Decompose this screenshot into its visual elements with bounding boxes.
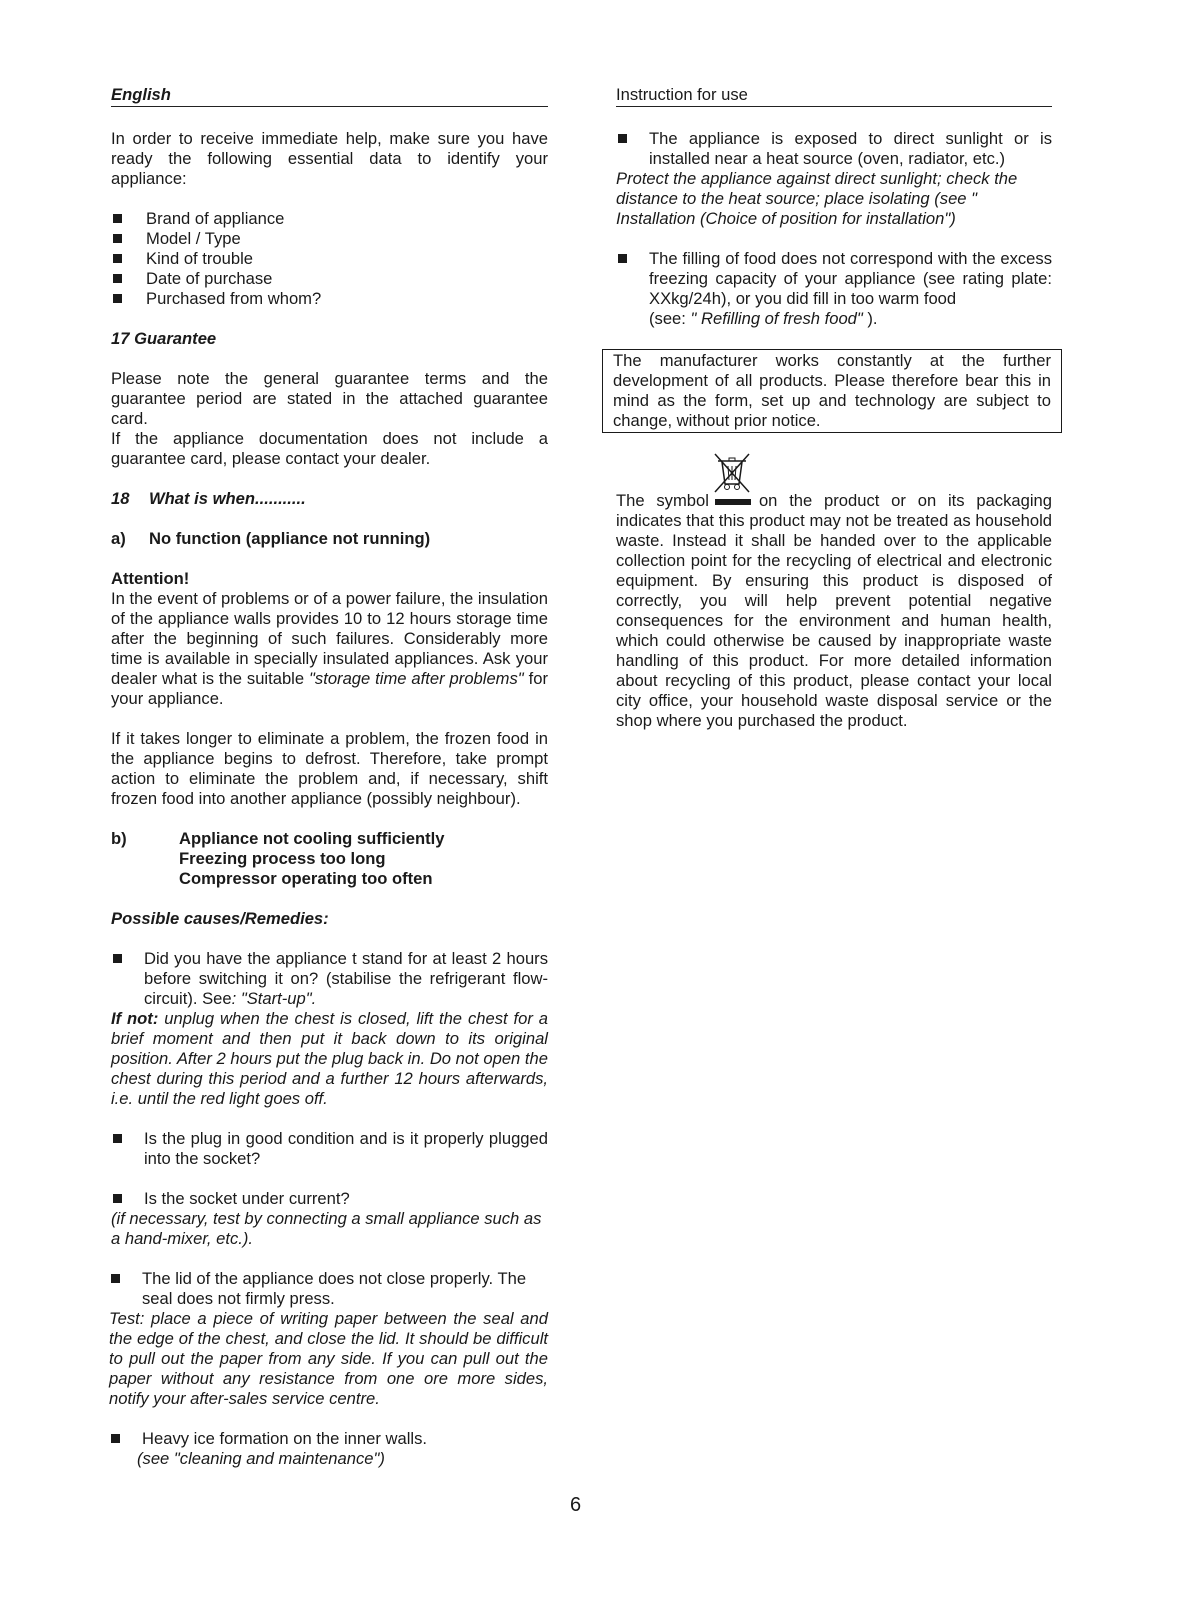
remedy-note: (if necessary, test by connecting a small appliance such as a hand-mixer, etc.). xyxy=(111,1209,542,1248)
section-18-title: What is when........... xyxy=(149,489,306,508)
reference-suffix: ). xyxy=(862,309,878,328)
list-item: Brand of appliance xyxy=(111,209,548,229)
cause-item-text: Did you have the appliance t stand for at least 2 hours before switching it on? (stabilise the refrigerant flow-circuit). See xyxy=(144,949,548,1008)
subsection-b-titles xyxy=(179,829,445,889)
subsection-b-label: b) xyxy=(111,829,127,848)
subsection-a-heading xyxy=(111,529,548,549)
right-column xyxy=(613,84,1053,731)
guarantee-heading: 17 Guarantee xyxy=(111,329,217,348)
weee-symbol-area xyxy=(616,453,1052,493)
page-number: 6 xyxy=(570,1494,582,1516)
cause-item xyxy=(616,249,1052,329)
crossed-bin-icon xyxy=(712,453,752,493)
list-item: Model / Type xyxy=(111,229,548,249)
attention-text: In the event of problems or of a power failure, the insulation of the appliance walls provides 10 to 12 hours storage time after the beginning of such failures. Considerably more time is available in specially insulated appliances. Ask your dealer what is the suitable xyxy=(111,589,548,688)
remedy-note: Protect the appliance against direct sunlight; check the distance to the heat source; place isolating (see " Installation (Choice of position for installation") xyxy=(616,169,1018,228)
attention-storage-time: "storage time after problems" xyxy=(309,669,524,688)
cause-item: Is the plug in good condition and is it properly plugged into the socket? xyxy=(111,1129,548,1169)
causes-heading: Possible causes/Remedies: xyxy=(111,909,329,928)
subsection-b-line: Freezing process too long xyxy=(179,849,386,868)
cause-item-text: The filling of food does not correspond with the excess freezing capacity of your appliance (see rating plate: XXkg/24h), or you did fill in too warm food xyxy=(649,249,1052,308)
remedy-note: (see "cleaning and maintenance") xyxy=(137,1449,385,1468)
weee-paragraph xyxy=(616,491,1052,731)
cause-item: Heavy ice formation on the inner walls. xyxy=(109,1429,548,1449)
section-18-number: 18 xyxy=(111,489,130,508)
weee-text: on the product or on its packaging indicates that this product may not be treated as household waste. Instead it shall be handed over to the applicable collection point for the recycling of electrical and electronic equipment. By ensuring this product is disposed of correctly, you will help prevent potential negative consequences for the environment and human health, which could otherwise be caused by inappropriate waste handling of this product. For more detailed information about recycling of this product, please contact your local city office, your household waste disposal service or the shop where you purchased the product. xyxy=(616,491,1053,730)
subsection-a-title: No function (appliance not running) xyxy=(149,529,431,548)
attention-text-end: for your appliance. xyxy=(111,669,548,708)
list-item: Date of purchase xyxy=(111,269,548,289)
subsection-a-label: a) xyxy=(111,529,126,548)
subsection-b-line: Appliance not cooling sufficiently xyxy=(179,829,445,848)
cause-item: Is the socket under current? xyxy=(111,1189,548,1209)
guarantee-dealer-paragraph: If the appliance documentation does not include a guarantee card, please contact your dealer. xyxy=(111,429,548,468)
weee-text-start: The symbol xyxy=(616,491,709,510)
remedy-if-not-label: If not: xyxy=(111,1009,159,1028)
cause-item: The appliance is exposed to direct sunlight or is installed near a heat source (oven, radiator, etc.) xyxy=(616,129,1052,169)
language-label: English xyxy=(111,85,171,104)
remedy-note: Test: place a piece of writing paper between the seal and the edge of the chest, and close the lid. It should be difficult to pull out the paper from any side. If you can pull out the paper without any resistance from one ore more sides, notify your after-sales service centre. xyxy=(109,1309,548,1408)
list-item: Purchased from whom? xyxy=(111,289,548,309)
list-item: Kind of trouble xyxy=(111,249,548,269)
notice-box: The manufacturer works constantly at the further development of all products. Please therefore bear this in mind as the form, set up and technology are subject to change, without prior notice. xyxy=(602,349,1062,433)
reference-title: " Refilling of fresh food" xyxy=(690,309,863,328)
cause-item xyxy=(111,949,548,1009)
left-column xyxy=(111,84,548,1469)
cause-item: The lid of the appliance does not close properly. The seal does not firmly press. xyxy=(109,1269,548,1309)
checklist xyxy=(111,209,548,309)
defrost-paragraph: If it takes longer to eliminate a problem, the frozen food in the appliance begins to defrost. Therefore, take prompt action to eliminate the problem and, if necessary, shift frozen food into another appliance (possibly neighbour). xyxy=(111,729,548,808)
weee-bar-symbol xyxy=(715,499,751,505)
intro-paragraph: In order to receive immediate help, make sure you have ready the following essential data to identify your appliance: xyxy=(111,129,548,188)
header-left xyxy=(111,84,548,107)
subsection-b-heading xyxy=(111,829,548,889)
subsection-b-line: Compressor operating too often xyxy=(179,869,433,888)
section-18-heading xyxy=(111,489,548,509)
cause-item-reference: : "Start-up". xyxy=(231,989,317,1008)
remedy-note xyxy=(111,1009,548,1109)
header-right xyxy=(616,84,1052,107)
cause-item-reference xyxy=(649,309,1052,329)
attention-paragraph xyxy=(111,589,548,709)
reference-prefix: (see: xyxy=(649,309,691,328)
guarantee-paragraph: Please note the general guarantee terms and the guarantee period are stated in the attached guarantee card. xyxy=(111,369,548,428)
remedy-text: unplug when the chest is closed, lift the chest for a brief moment and then put it back down to its original position. After 2 hours put the plug back in. Do not open the chest during this period and a further 12 hours afterwards, i.e. until the red light goes off. xyxy=(111,1009,549,1108)
document-title: Instruction for use xyxy=(616,85,748,104)
attention-heading: Attention! xyxy=(111,569,190,588)
